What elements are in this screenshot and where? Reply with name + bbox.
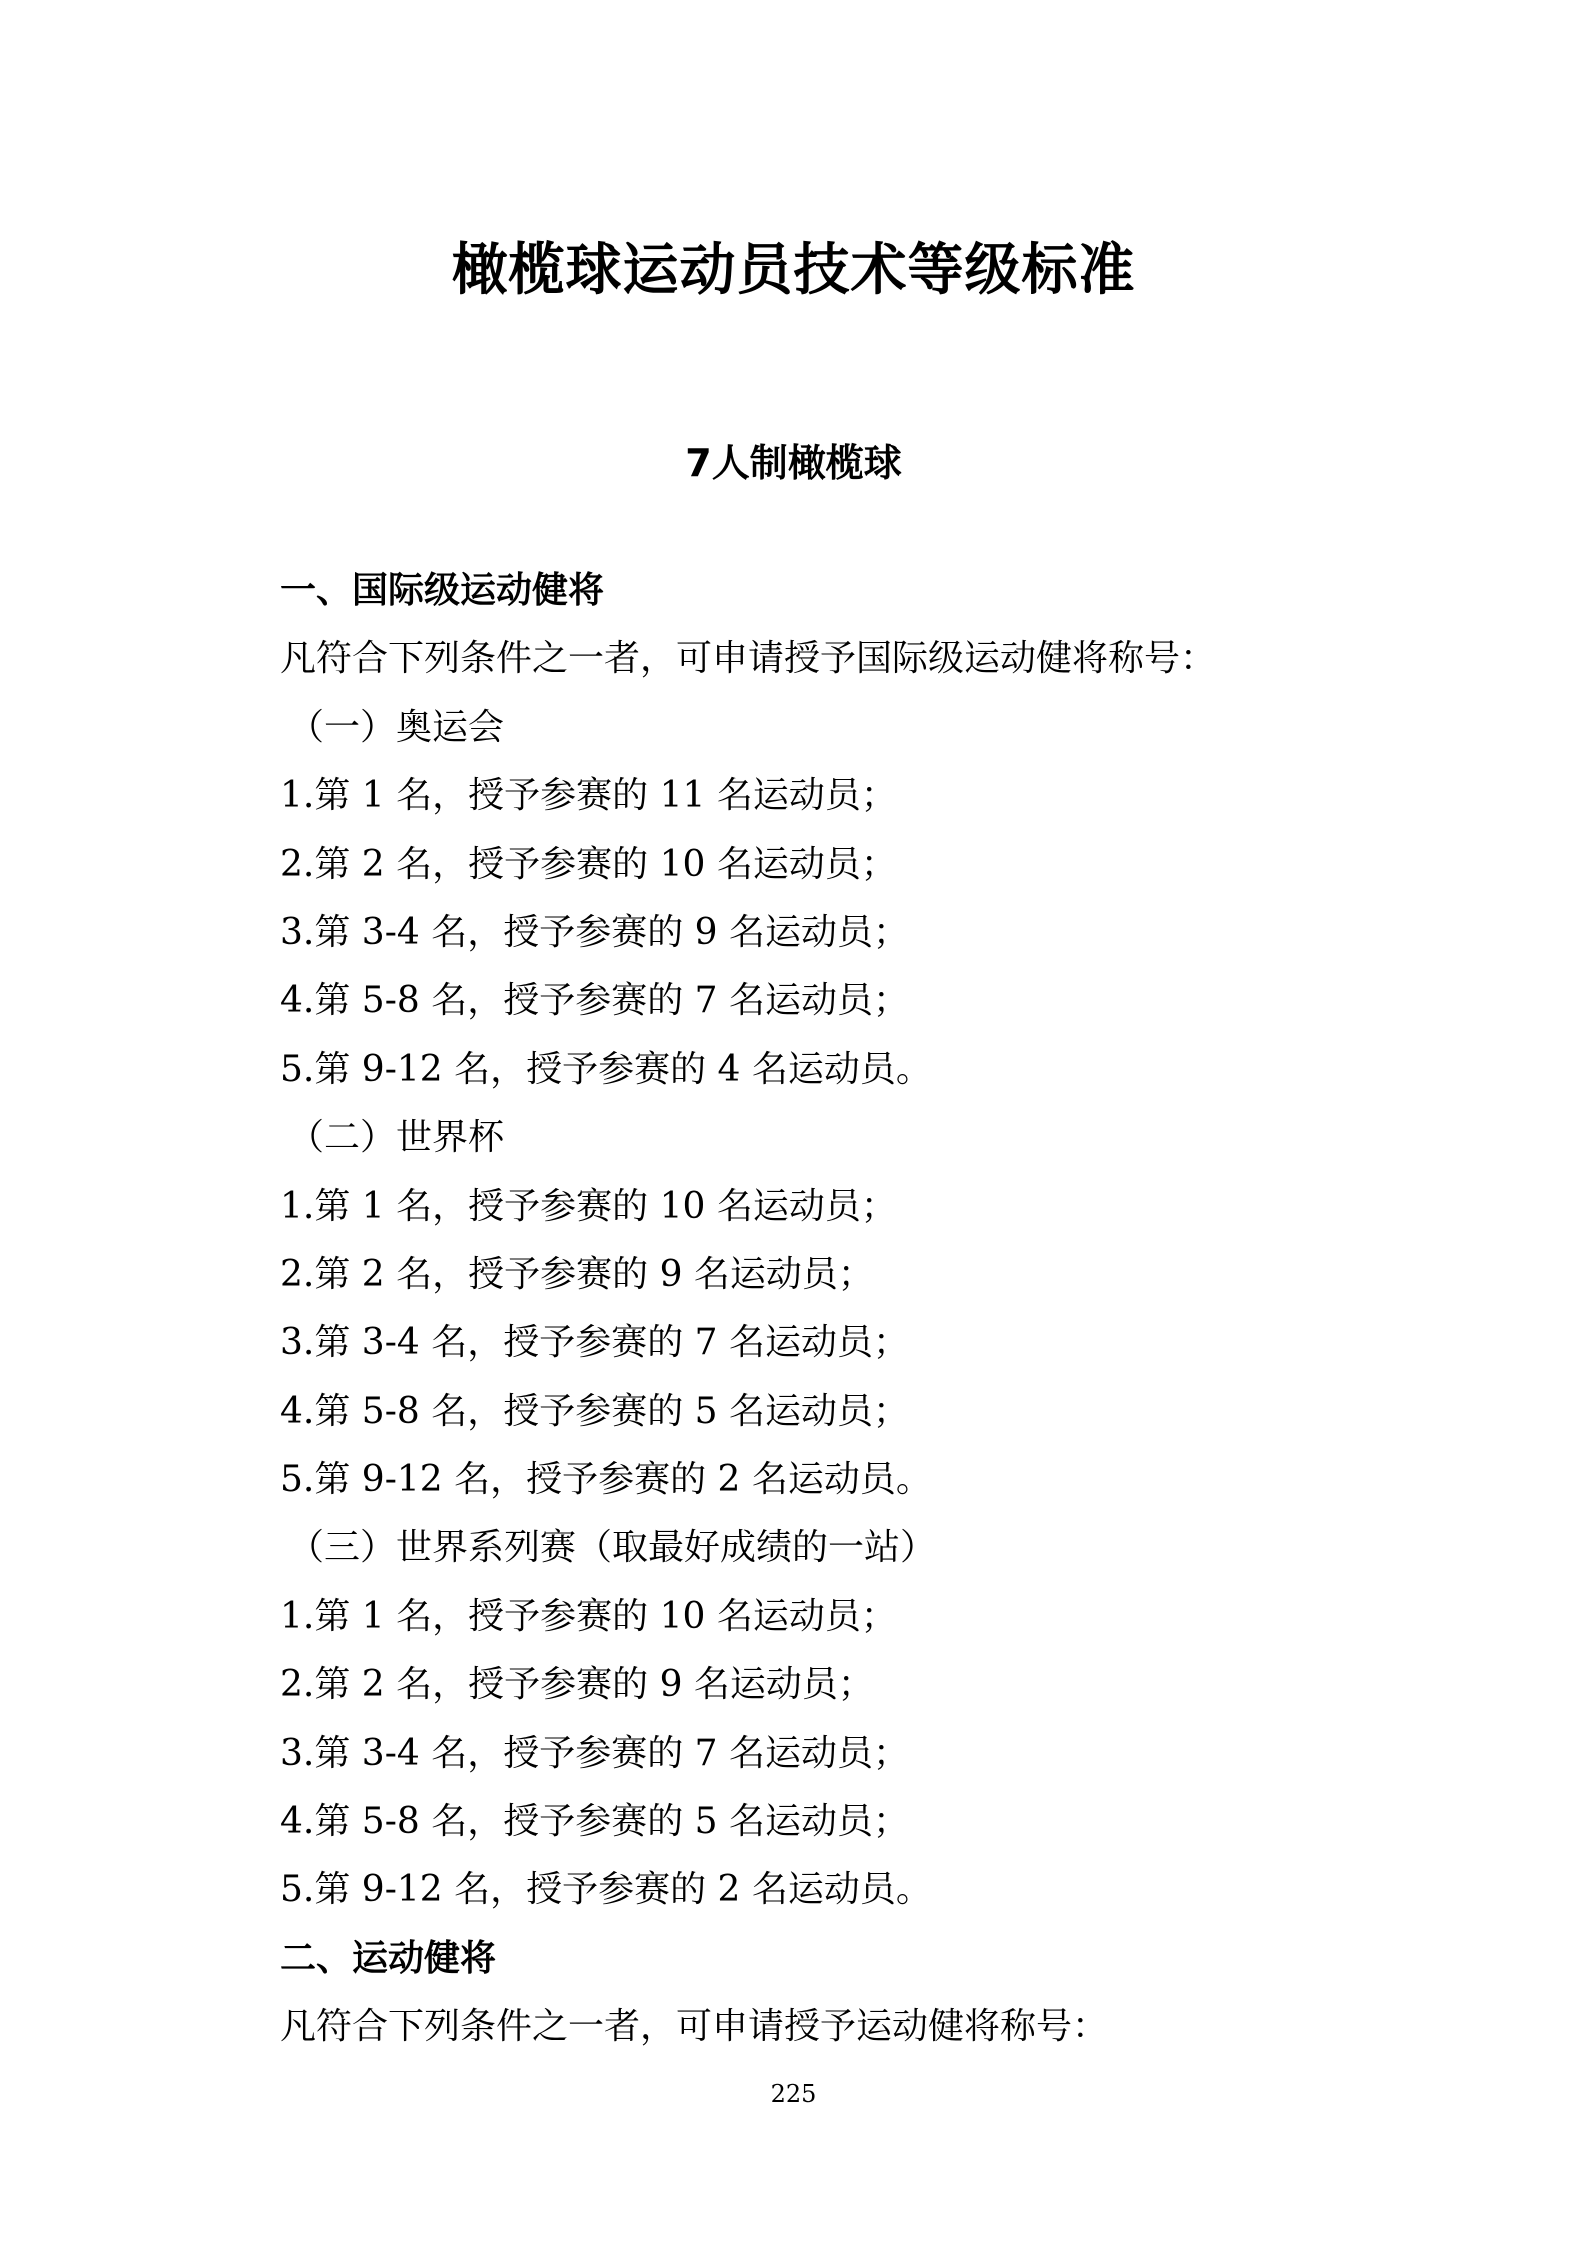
list-item: 2.第 2 名，授予参赛的 9 名运动员； bbox=[280, 1664, 874, 1706]
section-heading: 二、运动健将 bbox=[280, 1937, 497, 1979]
subsection-heading: （一）奥运会 bbox=[288, 706, 505, 748]
document-body bbox=[280, 566, 1380, 2071]
paragraph: 凡符合下列条件之一者，可申请授予国际级运动健将称号： bbox=[280, 638, 1217, 680]
list-item: 2.第 2 名，授予参赛的 9 名运动员； bbox=[280, 1253, 874, 1295]
list-item: 2.第 2 名，授予参赛的 10 名运动员； bbox=[280, 843, 897, 885]
list-item: 5.第 9-12 名，授予参赛的 4 名运动员。 bbox=[280, 1048, 932, 1090]
document-title: 橄榄球运动员技术等级标准 bbox=[451, 238, 1136, 303]
document-subtitle: 7人制橄榄球 bbox=[685, 441, 902, 485]
list-item: 4.第 5-8 名，授予参赛的 5 名运动员； bbox=[280, 1801, 909, 1843]
list-item: 5.第 9-12 名，授予参赛的 2 名运动员。 bbox=[280, 1869, 932, 1911]
list-item: 4.第 5-8 名，授予参赛的 7 名运动员； bbox=[280, 980, 909, 1022]
page-number: 225 bbox=[770, 2080, 817, 2108]
subsection-heading: （三）世界系列赛（取最好成绩的一站） bbox=[288, 1527, 937, 1569]
list-item: 3.第 3-4 名，授予参赛的 7 名运动员； bbox=[280, 1732, 909, 1774]
list-item: 4.第 5-8 名，授予参赛的 5 名运动员； bbox=[280, 1390, 909, 1432]
list-item: 1.第 1 名，授予参赛的 10 名运动员； bbox=[280, 1595, 897, 1637]
list-item: 3.第 3-4 名，授予参赛的 7 名运动员； bbox=[280, 1322, 909, 1364]
list-item: 1.第 1 名，授予参赛的 10 名运动员； bbox=[280, 1185, 897, 1227]
list-item: 5.第 9-12 名，授予参赛的 2 名运动员。 bbox=[280, 1459, 932, 1501]
list-item: 3.第 3-4 名，授予参赛的 9 名运动员； bbox=[280, 911, 909, 953]
list-item: 1.第 1 名，授予参赛的 11 名运动员； bbox=[280, 775, 897, 817]
subsection-heading: （二）世界杯 bbox=[288, 1117, 505, 1159]
paragraph: 凡符合下列条件之一者，可申请授予运动健将称号： bbox=[280, 2006, 1109, 2048]
section-heading: 一、国际级运动健将 bbox=[280, 570, 605, 611]
